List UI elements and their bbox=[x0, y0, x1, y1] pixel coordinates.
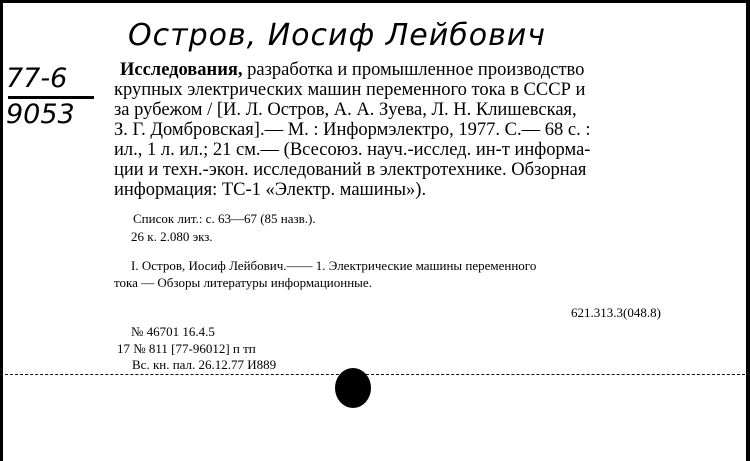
handwritten-author: Остров, Иосиф Лейбович bbox=[128, 18, 546, 53]
handwritten-code-bottom: 9053 bbox=[6, 99, 75, 130]
registry-code-3: Вс. кн. пал. 26.12.77 И889 bbox=[132, 357, 277, 372]
card-top-border bbox=[0, 0, 750, 3]
registry-code-1: № 46701 16.4.5 bbox=[131, 324, 215, 339]
card-right-border bbox=[746, 0, 750, 461]
description-line-1 bbox=[114, 60, 694, 80]
description-line-7: информация: ТС-1 «Электр. машины»). bbox=[114, 180, 427, 200]
copies-note: 26 к. 2.080 экз. bbox=[131, 229, 213, 244]
card-punch-hole bbox=[335, 368, 371, 408]
subject-index-line-1: I. Остров, Иосиф Лейбович.—— 1. Электрические машины переменного bbox=[131, 258, 537, 273]
registry-code-2: 17 № 811 [77-96012] п тп bbox=[117, 341, 256, 356]
bibliography-note: Список лит.: с. 63—67 (85 назв.). bbox=[133, 211, 316, 226]
description-line-2: крупных электрических машин переменного тока в СССР и bbox=[114, 80, 586, 100]
card-left-border bbox=[0, 0, 3, 461]
description-line-1-rest: разработка и промышленное производство bbox=[242, 60, 585, 80]
udc-code: 621.313.3(048.8) bbox=[571, 305, 661, 320]
description-line-6: ции и техн.-экон. исследований в электротехнике. Обзорная bbox=[114, 160, 587, 180]
description-line-3: за рубежом / [И. Л. Остров, А. А. Зуева, Л. Н. Клишевская, bbox=[114, 100, 577, 120]
title-word: Исследования, bbox=[120, 60, 243, 80]
dashed-divider bbox=[0, 374, 750, 375]
description-line-5: ил., 1 л. ил.; 21 см.— (Всесоюз. науч.-исслед. ин-т информа- bbox=[114, 140, 591, 160]
bibliographic-description bbox=[114, 60, 694, 200]
handwritten-code-top: 77-6 bbox=[6, 63, 68, 94]
subject-index-line-2: тока — Обзоры литературы информационные. bbox=[114, 275, 372, 290]
description-line-4: З. Г. Домбровская].— М. : Информэлектро, 1977. С.— 68 с. : bbox=[114, 120, 591, 140]
